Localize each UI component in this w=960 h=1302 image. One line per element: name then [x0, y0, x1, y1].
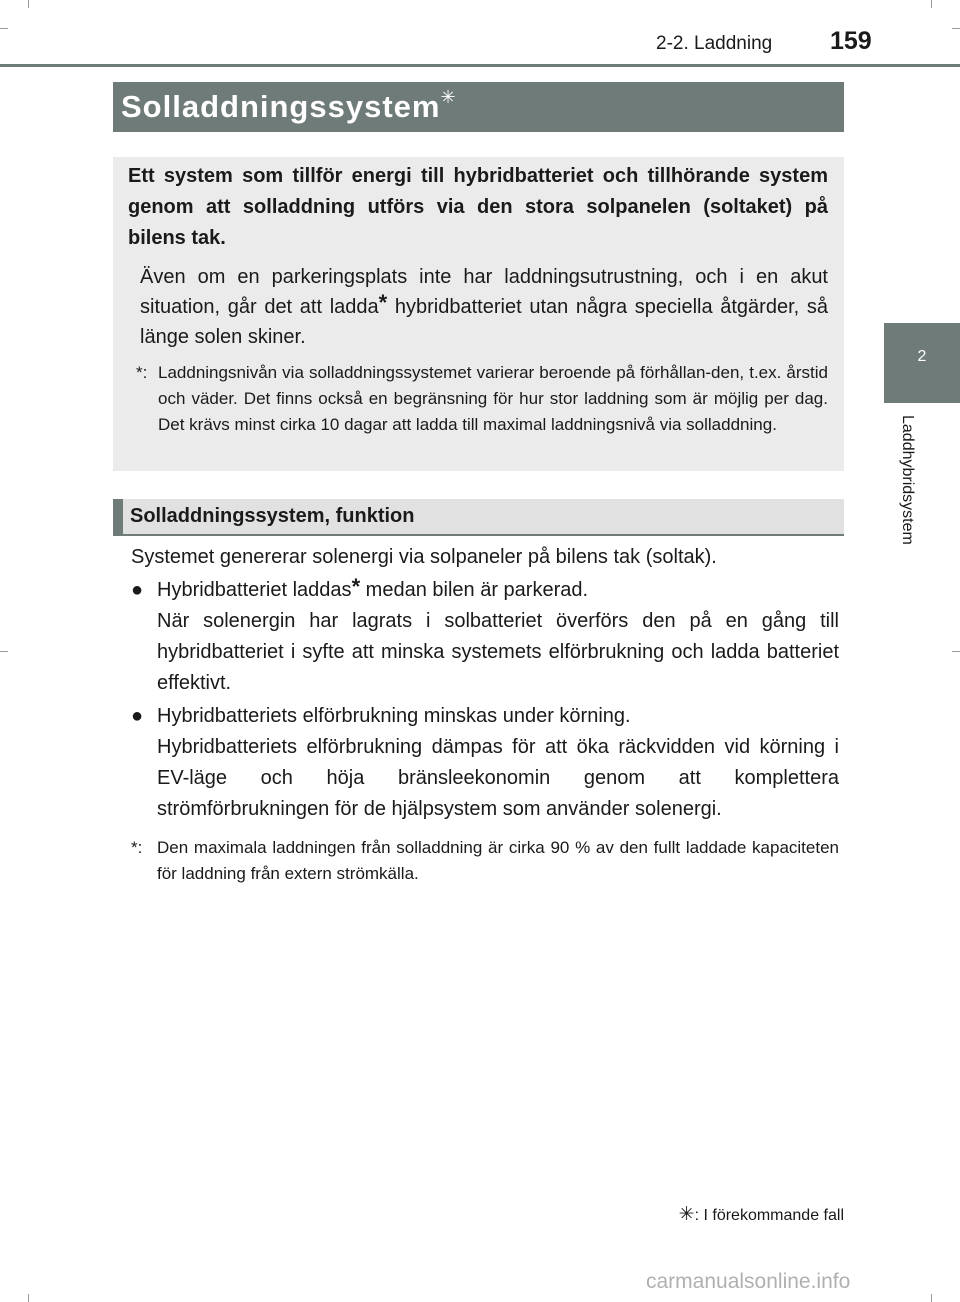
list-item-detail: När solenergin har lagrats i solbatteriet överförs den på en gång till hybridbatteriet i syfte att minska systemets elförbrukning och ladda batteriet effektivt.: [157, 610, 839, 694]
header-section: 2-2. Laddning: [656, 33, 773, 54]
asterisk-mark-icon: ✳: [678, 1204, 695, 1225]
section-heading: Solladdningssystem, funktion: [113, 499, 844, 535]
asterisk-mark-icon: ✳: [440, 87, 456, 107]
list-item: [131, 701, 839, 825]
chapter-label: Laddhybridsystem: [899, 415, 916, 545]
crop-mark: [28, 1294, 29, 1302]
crop-mark: [952, 28, 960, 29]
footnote-star: *: [378, 290, 388, 315]
header-rule: [0, 64, 960, 67]
list-item-title-start: Hybridbatteriet laddas: [157, 579, 352, 601]
availability-note-text: : I förekommande fall: [694, 1207, 844, 1224]
page-title: Solladdningssystem: [121, 89, 441, 124]
list-item-title: [157, 575, 839, 606]
intro-footnote: [136, 360, 828, 438]
intro-paragraph: [140, 262, 828, 352]
crop-mark: [931, 0, 932, 8]
section-lead: Systemet genererar solenergi via solpaneler på bilens tak (soltak).: [131, 546, 717, 568]
crop-mark: [0, 28, 8, 29]
crop-mark: [952, 651, 960, 652]
footnote-mark: *:: [136, 363, 148, 382]
page-number: 159: [830, 27, 872, 55]
crop-mark: [28, 0, 29, 8]
intro-paragraph-end: hybridbatteriet utan några speciella åtgärder, så länge solen skiner.: [140, 296, 829, 348]
chapter-tab: 2: [884, 323, 960, 403]
section-footnote: [131, 835, 839, 887]
bullet-icon: ●: [131, 579, 144, 601]
page-title-bar: [113, 82, 844, 132]
section-body: [131, 542, 839, 887]
intro-box: [113, 157, 844, 471]
availability-note: [656, 1203, 844, 1226]
intro-summary: Ett system som tillför energi till hybridbatteriet och tillhörande system genom att solladdning utförs via den stora solpanelen (soltaket) på bilens tak.: [128, 165, 828, 249]
list-item-detail: Hybridbatteriets elförbrukning dämpas för att öka räckvidden vid körning i EV-läge och höja bränsleekonomin genom att komplettera strömförbrukningen för de hjälpsystem som använder solenergi.: [157, 736, 839, 820]
list-item-title-end: medan bilen är parkerad.: [360, 579, 589, 601]
list-item: [131, 575, 839, 699]
crop-mark: [0, 651, 8, 652]
footnote-star: *: [351, 574, 361, 599]
bullet-icon: ●: [131, 705, 144, 727]
list-item-title: Hybridbatteriets elförbrukning minskas under körning.: [157, 705, 631, 727]
crop-mark: [931, 1294, 932, 1302]
watermark: carmanualsonline.info: [646, 1270, 851, 1293]
footnote-text: Laddningsnivån via solladdningssystemet varierar beroende på förhållan-den, t.ex. årstid och väder. Det finns också en begränsning för hur stor laddning som är möjlig per dag. Det krävs minst cirka 10 dagar att ladda till maximal laddningsnivå via solladdning.: [158, 363, 828, 434]
intro-paragraph-start: Även om en parkeringsplats inte har laddningsutrustning, och i en akut situation, går det att ladda: [140, 266, 828, 318]
footnote-mark: *:: [131, 838, 143, 857]
footnote-text: Den maximala laddningen från solladdning är cirka 90 % av den fullt laddade kapaciteten för laddning från extern strömkälla.: [157, 838, 839, 883]
